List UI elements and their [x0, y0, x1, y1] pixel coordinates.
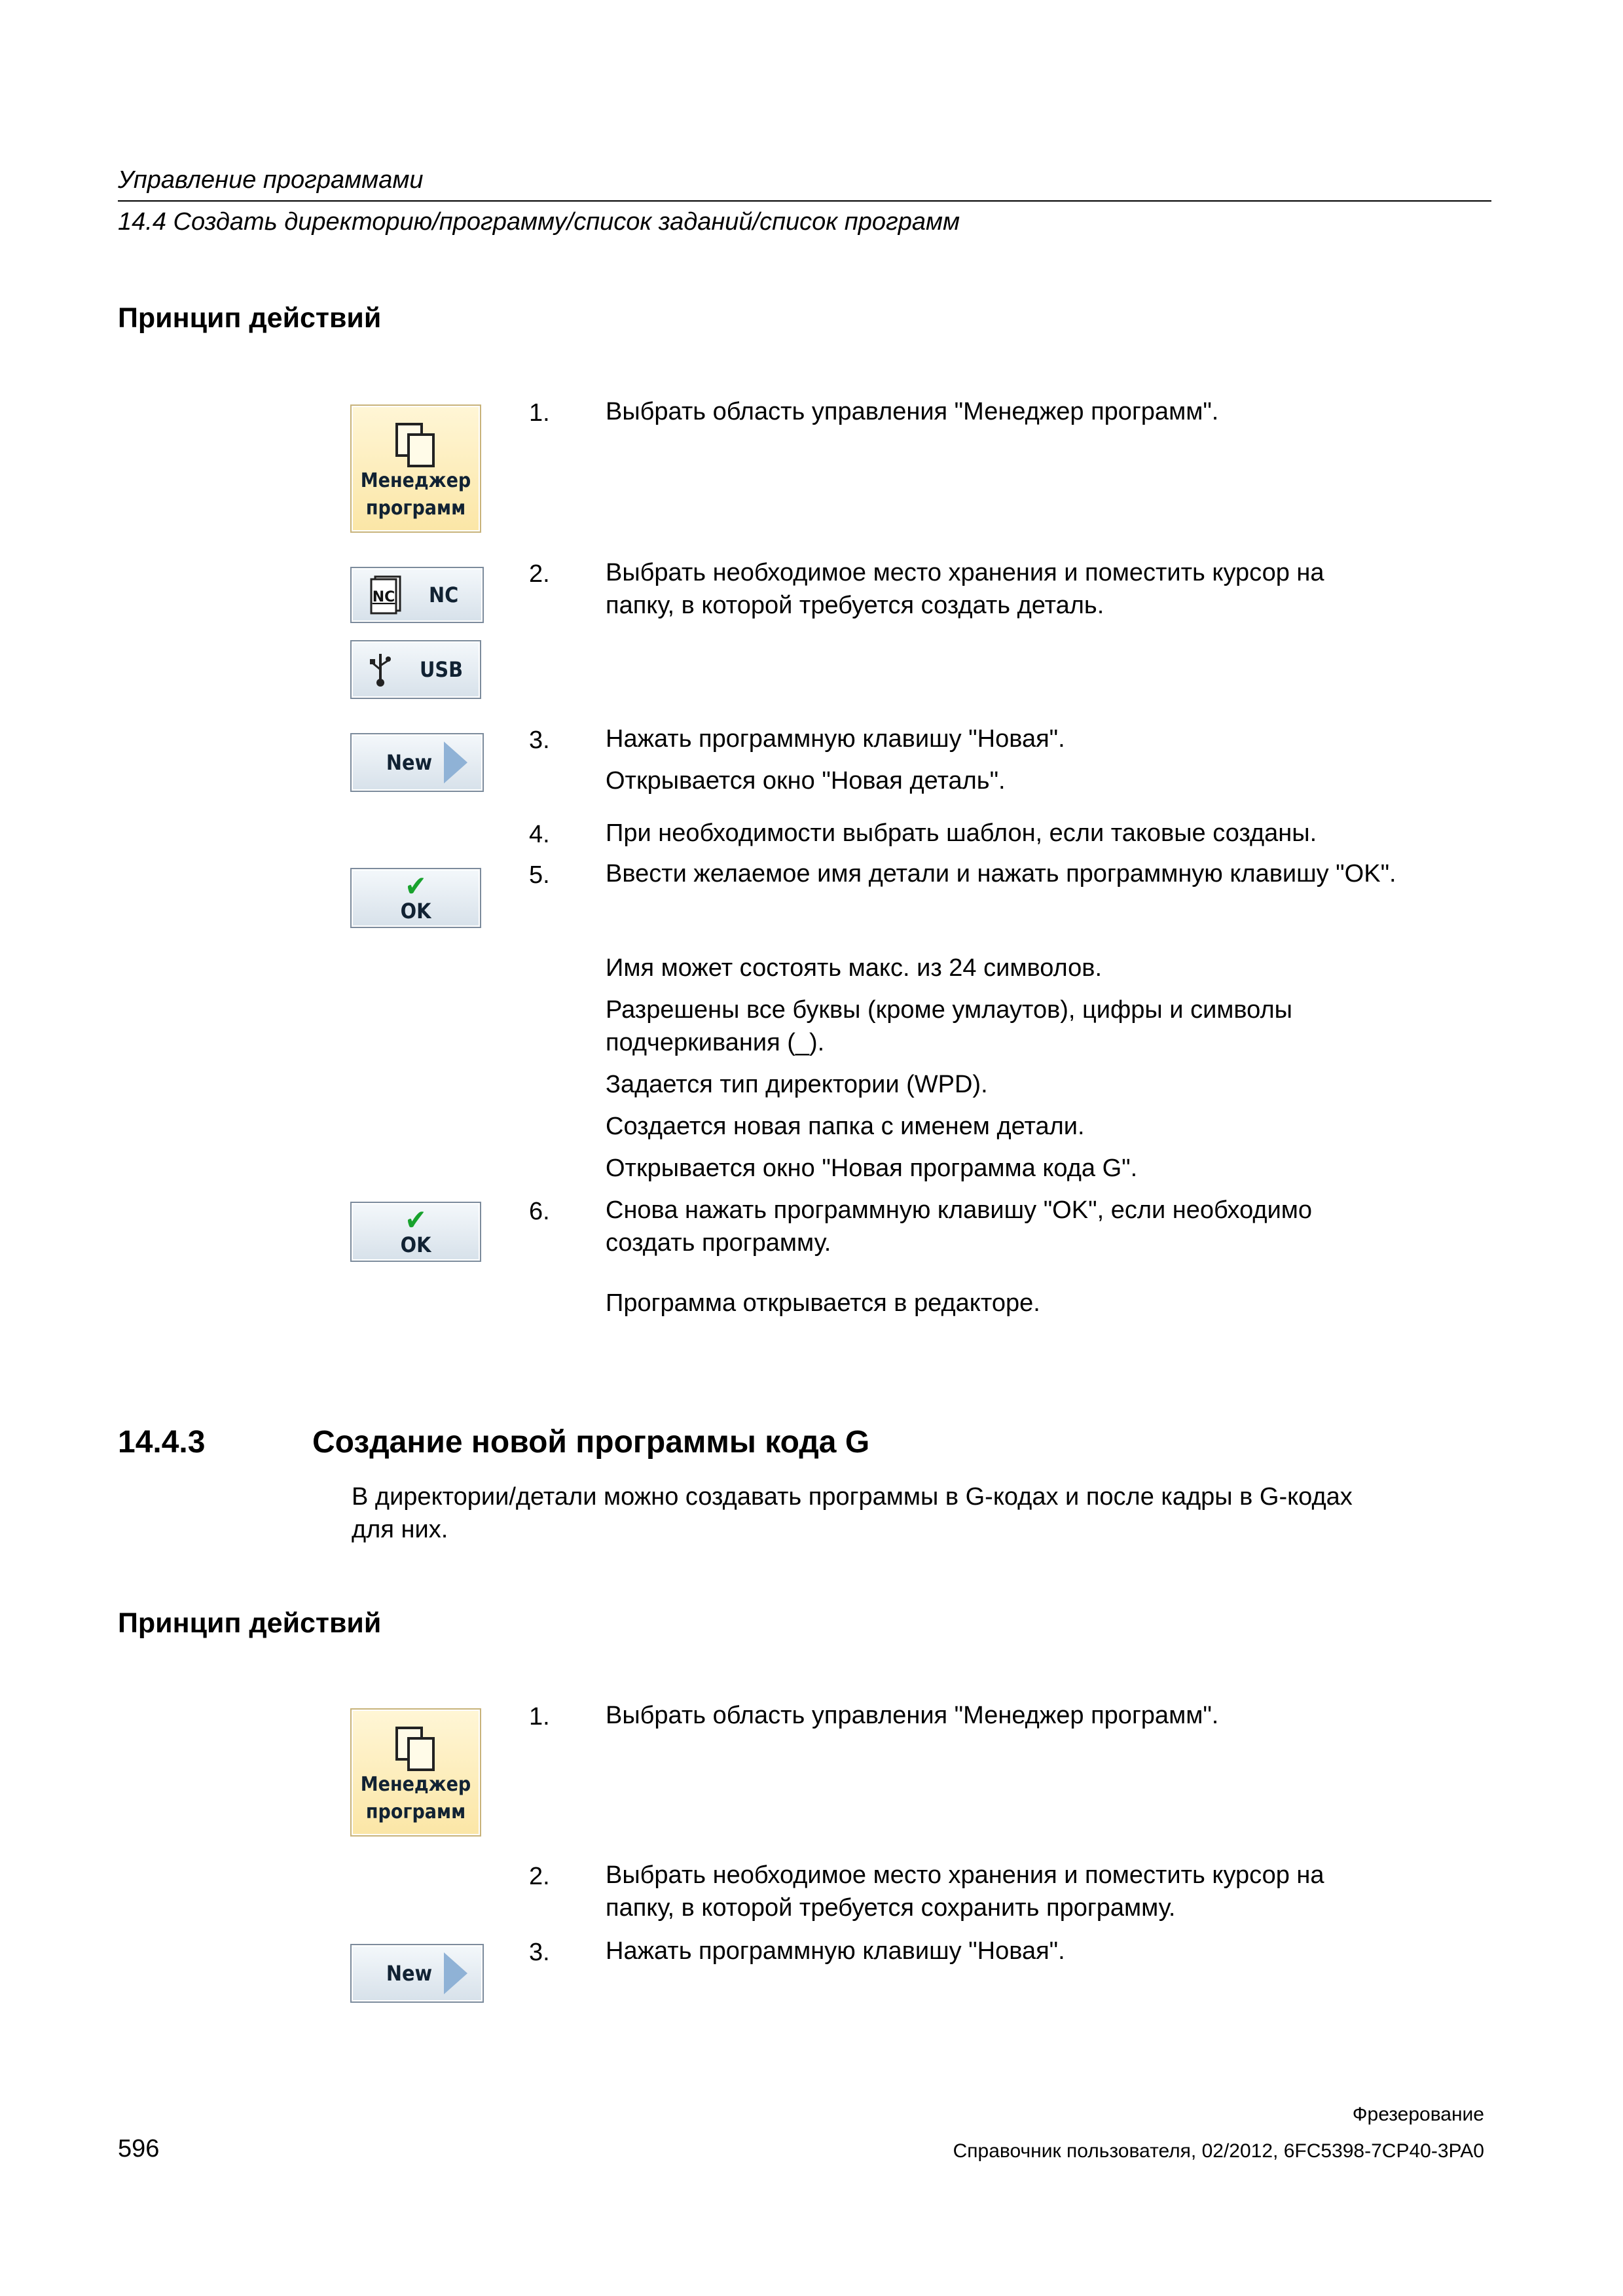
documents-icon	[394, 422, 437, 467]
step-number: 3.	[529, 1939, 550, 1966]
step-text: создать программу.	[606, 1229, 831, 1257]
new-softkey-label: New	[386, 1961, 433, 1986]
note-text: Разрешены все буквы (кроме умлаутов), цифры и символы	[606, 996, 1292, 1024]
nc-softkey[interactable]	[350, 567, 484, 623]
note-text: подчеркивания (_).	[606, 1029, 825, 1056]
step-number: 2.	[529, 1863, 550, 1890]
new-softkey[interactable]	[350, 733, 484, 792]
step-number: 5.	[529, 861, 550, 889]
program-manager-label-1: Менеджер	[360, 1773, 471, 1796]
arrow-right-icon	[444, 742, 467, 783]
step-text: Ввести желаемое имя детали и нажать программную клавишу "OK".	[606, 860, 1396, 888]
ok-softkey[interactable]	[350, 868, 481, 928]
step-text: Выбрать необходимое место хранения и поместить курсор на	[606, 1861, 1324, 1889]
procedure-heading: Принцип действий	[118, 302, 382, 334]
step-number: 2.	[529, 560, 550, 588]
usb-softkey-label: USB	[420, 657, 464, 682]
step-text: Выбрать область управления "Менеджер программ".	[606, 1702, 1219, 1729]
footer-reference: Справочник пользователя, 02/2012, 6FC5398-7CP40-3PA0	[953, 2140, 1484, 2162]
checkmark-icon: ✔	[405, 870, 427, 903]
step-text: Нажать программную клавишу "Новая".	[606, 1937, 1065, 1965]
new-softkey-label: New	[386, 750, 433, 775]
step-text: Нажать программную клавишу "Новая".	[606, 725, 1065, 753]
page-number: 596	[118, 2135, 160, 2162]
step-text: Открывается окно "Новая деталь".	[606, 767, 1006, 795]
nc-drive-icon	[367, 575, 403, 615]
step-number: 4.	[529, 821, 550, 848]
section-heading: Создание новой программы кода G	[312, 1425, 870, 1460]
section-title: 14.4 Создать директорию/программу/список заданий/список программ	[118, 208, 960, 236]
ok-softkey-2[interactable]	[350, 1202, 481, 1262]
note-text: Задается тип директории (WPD).	[606, 1071, 988, 1098]
new-softkey-2[interactable]	[350, 1944, 484, 2003]
step-number: 6.	[529, 1198, 550, 1225]
step-text: Выбрать необходимое место хранения и поместить курсор на	[606, 559, 1324, 586]
usb-softkey[interactable]	[350, 640, 481, 699]
svg-text:NC: NC	[372, 589, 395, 605]
step-number: 1.	[529, 399, 550, 427]
step-text: Снова нажать программную клавишу "OK", если необходимо	[606, 1196, 1313, 1224]
program-manager-label-2: программ	[365, 1801, 466, 1823]
step-text: папку, в которой требуется сохранить программу.	[606, 1894, 1176, 1922]
program-manager-softkey[interactable]	[350, 404, 481, 533]
program-manager-label-2: программ	[365, 497, 466, 520]
procedure-heading-2: Принцип действий	[118, 1607, 382, 1639]
step-number: 1.	[529, 1703, 550, 1731]
ok-softkey-label: OK	[400, 1232, 431, 1257]
section-number: 14.4.3	[118, 1425, 206, 1460]
intro-text: В директории/детали можно создавать программы в G-кодах и после кадры в G-кодах	[352, 1483, 1353, 1511]
intro-text: для них.	[352, 1516, 448, 1543]
step-text: папку, в которой требуется создать деталь.	[606, 592, 1104, 619]
nc-softkey-label: NC	[429, 583, 459, 607]
footer-product: Фрезерование	[1352, 2104, 1484, 2125]
step-text: Выбрать область управления "Менеджер программ".	[606, 398, 1219, 425]
checkmark-icon: ✔	[405, 1204, 427, 1237]
ok-softkey-label: OK	[400, 899, 431, 924]
note-text: Имя может состоять макс. из 24 символов.	[606, 954, 1103, 982]
chapter-title: Управление программами	[118, 166, 424, 194]
arrow-right-icon	[444, 1952, 467, 1994]
result-text: Программа открывается в редакторе.	[606, 1289, 1040, 1317]
header-rule	[118, 200, 1491, 202]
documents-icon	[394, 1725, 437, 1771]
note-text: Открывается окно "Новая программа кода G".	[606, 1155, 1138, 1182]
program-manager-softkey-2[interactable]	[350, 1708, 481, 1837]
program-manager-label-1: Менеджер	[360, 469, 471, 492]
step-text: При необходимости выбрать шаблон, если таковые созданы.	[606, 819, 1317, 847]
note-text: Создается новая папка с именем детали.	[606, 1113, 1085, 1140]
usb-icon	[367, 651, 393, 688]
step-number: 3.	[529, 726, 550, 754]
